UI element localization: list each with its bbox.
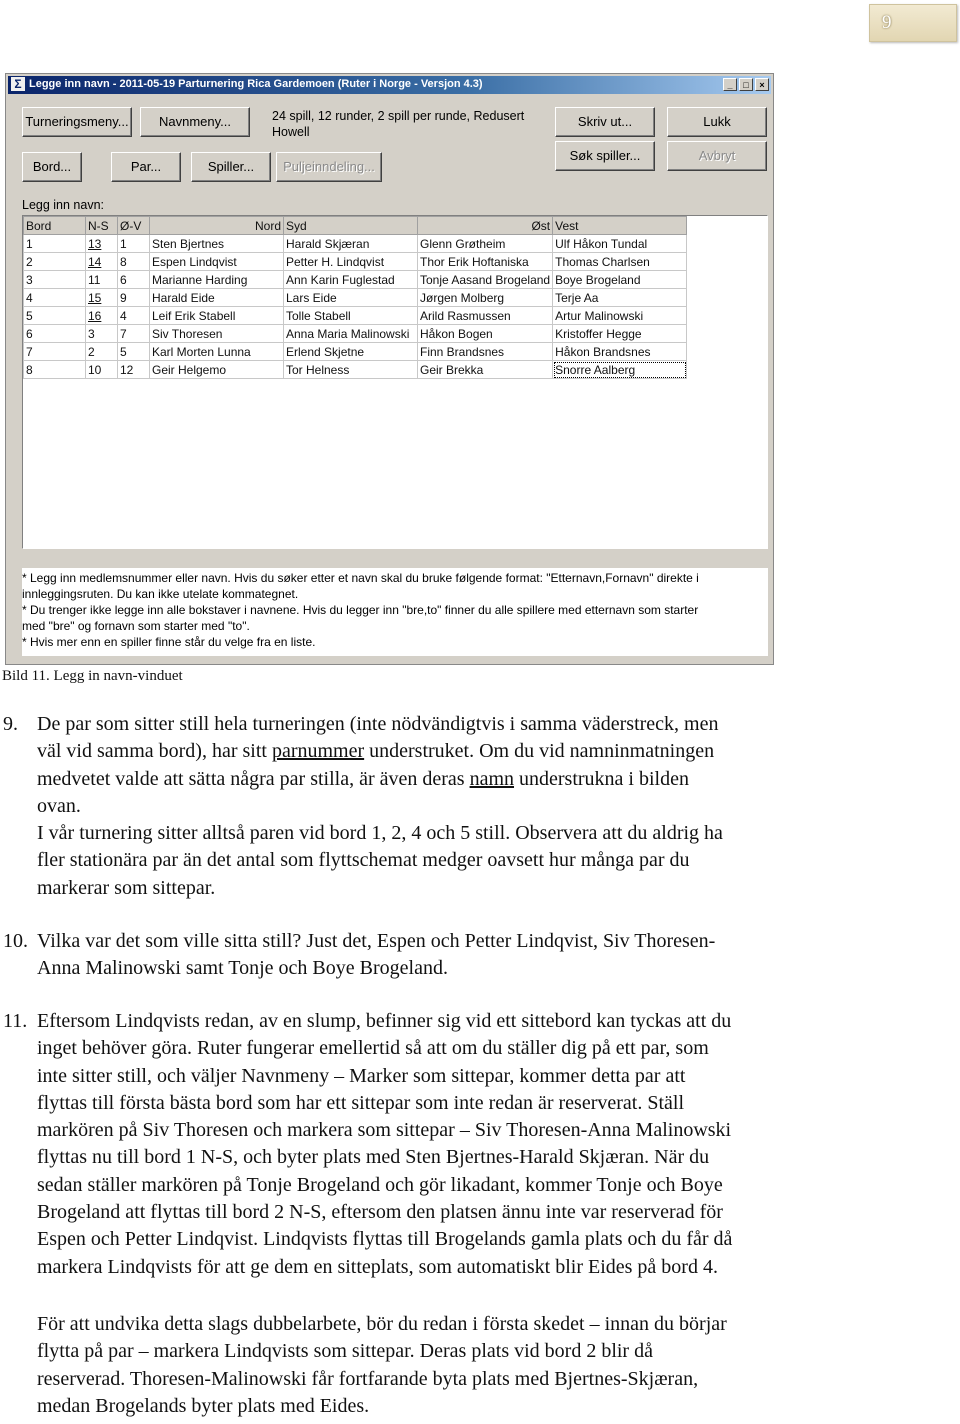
text-line: flytta på par – markera Lindqvists som sittepar. Deras plats vid bord 2 blir då (37, 1340, 653, 1363)
table-row (24, 253, 687, 271)
text-span: medvetet valde att sätta några par stilla, är även deras (37, 767, 470, 790)
hint-box (22, 568, 768, 656)
avbryt-button[interactable]: Avbryt (667, 141, 767, 171)
minimize-icon[interactable]: _ (723, 78, 737, 91)
hint-line: * Hvis mer enn en spiller finne står du velge fra en liste. (22, 635, 316, 649)
cell-nord[interactable]: Marianne Harding (150, 271, 284, 289)
text-span: understrukna i bilden (514, 767, 689, 790)
cell-vest[interactable]: Ulf Håkon Tundal (553, 235, 687, 253)
turneringsmeny-button[interactable]: Turneringsmeny... (22, 107, 132, 137)
cell-syd[interactable]: Harald Skjæran (284, 235, 418, 253)
text-line: markera Lindqvists för att ge dem en sitteplats, som automatiskt blir Eides på bord 4. (37, 1255, 718, 1278)
cell-bord: 3 (24, 271, 86, 289)
grid-label: Legg inn navn: (22, 198, 105, 212)
cell-ov[interactable]: 7 (118, 325, 150, 343)
col-syd: Syd (284, 217, 418, 235)
cell-ns[interactable]: 16 (86, 307, 118, 325)
table-row (24, 307, 687, 325)
text-line (37, 766, 917, 793)
cell-ov[interactable]: 4 (118, 307, 150, 325)
names-table (23, 216, 687, 379)
cell-nord[interactable]: Leif Erik Stabell (150, 307, 284, 325)
cell-bord: 4 (24, 289, 86, 307)
sigma-app-icon: Σ (11, 77, 25, 91)
table-row (24, 343, 687, 361)
cell-ost[interactable]: Arild Rasmussen (418, 307, 553, 325)
hint-line: med "bre" og fornavn som starter med "to". (22, 619, 250, 633)
col-nord: Nord (150, 217, 284, 235)
item-number-9: 9. (3, 713, 18, 735)
underlined-word: namn (469, 767, 515, 790)
cell-vest-selected[interactable]: Snorre Aalberg (553, 361, 687, 379)
text-line: inget behöver göra. Ruter fungerar emellertid så att om du ställer dig på ett par, som (37, 1037, 709, 1060)
table-row (24, 235, 687, 253)
cell-vest[interactable]: Håkon Brandsnes (553, 343, 687, 361)
col-ov: Ø-V (118, 217, 150, 235)
tournament-info (272, 108, 552, 140)
cell-ns[interactable]: 3 (86, 325, 118, 343)
cell-bord: 2 (24, 253, 86, 271)
cell-ov[interactable]: 1 (118, 235, 150, 253)
cell-nord[interactable]: Sten Bjertnes (150, 235, 284, 253)
cell-bord: 1 (24, 235, 86, 253)
cell-bord: 8 (24, 361, 86, 379)
cell-nord[interactable]: Siv Thoresen (150, 325, 284, 343)
underlined-word: parnummer (271, 740, 365, 763)
table-header-row (24, 217, 687, 235)
bord-button[interactable]: Bord... (22, 152, 82, 182)
text-line: Anna Malinowski samt Tonje och Boye Brogeland. (37, 957, 448, 980)
tournament-info-line1: 24 spill, 12 runder, 2 spill per runde, Redusert (272, 109, 525, 123)
cell-nord[interactable]: Karl Morten Lunna (150, 343, 284, 361)
figure-caption: Bild 11. Legg in navn-vinduet (2, 668, 183, 684)
maximize-icon[interactable]: □ (739, 78, 753, 91)
cell-ost[interactable]: Håkon Bogen (418, 325, 553, 343)
text-line: markören på Siv Thoresen och markera som sittepar – Siv Thoresen-Anna Malinowski (37, 1119, 732, 1142)
paragraph-final (37, 1311, 917, 1420)
cell-ov[interactable]: 5 (118, 343, 150, 361)
skriv-ut-button[interactable]: Skriv ut... (555, 107, 655, 137)
cell-ns[interactable]: 15 (86, 289, 118, 307)
cell-ov[interactable]: 8 (118, 253, 150, 271)
cell-syd[interactable]: Erlend Skjetne (284, 343, 418, 361)
cell-nord[interactable]: Harald Eide (150, 289, 284, 307)
text-line: Eftersom Lindqvists redan, av en slump, befinner sig vid ett sittebord kan tyckas att du (37, 1010, 732, 1032)
text-line: inte sitter still, och väljer Navnmeny – Marker som sittepar, kommer detta par att (37, 1064, 686, 1087)
item-number-11: 11. (3, 1010, 28, 1032)
item-number-10: 10. (3, 930, 28, 952)
window-title: Legge inn navn - 2011-05-19 Parturnering Rica Gardemoen (Ruter i Norge - Versjon 4.3) (29, 78, 483, 90)
lukk-button[interactable]: Lukk (667, 107, 767, 137)
cell-syd[interactable]: Tolle Stabell (284, 307, 418, 325)
cell-vest[interactable]: Thomas Charlsen (553, 253, 687, 271)
hint-line: innleggingsruten. Du kan ikke utelate kommategnet. (22, 587, 299, 601)
text-line: För att undvika detta slags dubbelarbete, bör du redan i första skedet – innan du börjar (37, 1313, 727, 1335)
cell-syd[interactable]: Petter H. Lindqvist (284, 253, 418, 271)
text-line: markerar som sittepar. (37, 876, 216, 899)
cell-syd[interactable]: Ann Karin Fuglestad (284, 271, 418, 289)
hint-line: * Legg inn medlemsnummer eller navn. Hvis du søker etter et navn skal du bruke følgende format: "Etternavn,Fornavn" direkte i (22, 571, 699, 585)
close-icon[interactable]: × (755, 78, 769, 91)
page-number: 9 (882, 12, 892, 33)
text-line: reserverad. Thoresen-Malinowski får fortfarande byta plats med Bjertnes-Skjæran, (37, 1367, 699, 1390)
cell-ns[interactable]: 13 (86, 235, 118, 253)
cell-vest[interactable]: Kristoffer Hegge (553, 325, 687, 343)
text-span: väl vid samma bord), har sitt (37, 740, 272, 763)
table-row (24, 289, 687, 307)
cell-ns[interactable]: 2 (86, 343, 118, 361)
cell-ost[interactable]: Thor Erik Hoftaniska (418, 253, 553, 271)
tournament-info-line2: Howell (272, 125, 310, 139)
cell-ost[interactable]: Jørgen Molberg (418, 289, 553, 307)
text-line: medan Brogelands byter plats med Eides. (37, 1394, 370, 1417)
cell-ov[interactable]: 9 (118, 289, 150, 307)
col-ost: Øst (418, 217, 553, 235)
hint-line: * Du trenger ikke legge inn alle bokstaver i navnene. Hvis du legger inn "bre,to" finner du alle spillere med etternavn som starter (22, 603, 699, 617)
table-row (24, 361, 687, 379)
par-button[interactable]: Par... (111, 152, 181, 182)
cell-bord: 6 (24, 325, 86, 343)
cell-ov[interactable]: 6 (118, 271, 150, 289)
cell-ost[interactable]: Geir Brekka (418, 361, 553, 379)
cell-ost[interactable]: Finn Brandsnes (418, 343, 553, 361)
page-number-badge (869, 4, 957, 42)
cell-ns[interactable]: 11 (86, 271, 118, 289)
cell-ns[interactable]: 10 (86, 361, 118, 379)
text-line: fler stationära par än det antal som flyttschemat medger oavsett hur många par du (37, 849, 690, 872)
cell-vest[interactable]: Boye Brogeland (553, 271, 687, 289)
text-line: ovan. (37, 794, 81, 817)
cell-nord[interactable]: Geir Helgemo (150, 361, 284, 379)
text-line: Espen och Petter Lindqvist. Lindqvists flyttas till Brogelands gamla plats och du får då (37, 1228, 733, 1251)
text-line: flyttas nu till bord 1 N-S, och byter plats med Sten Bjertnes-Harald Skjæran. När du (37, 1146, 710, 1169)
text-line: Brogeland att flyttas till bord 2 N-S, eftersom den platsen ännu inte var reserverad för (37, 1201, 723, 1224)
col-vest: Vest (553, 217, 687, 235)
cell-syd[interactable]: Anna Maria Malinowski (284, 325, 418, 343)
cell-bord: 7 (24, 343, 86, 361)
col-ns: N-S (86, 217, 118, 235)
text-line: I vår turnering sitter alltså paren vid bord 1, 2, 4 och 5 still. Observera att du aldrig ha (37, 822, 723, 845)
cell-ov[interactable]: 12 (118, 361, 150, 379)
navnmeny-button[interactable]: Navnmeny... (140, 107, 250, 137)
spiller-button[interactable]: Spiller... (191, 152, 271, 182)
table-row (24, 271, 687, 289)
cell-vest[interactable]: Terje Aa (553, 289, 687, 307)
paragraph-11 (37, 1008, 917, 1281)
cell-vest[interactable]: Artur Malinowski (553, 307, 687, 325)
text-line: sedan ställer markören på Tonje Brogeland och gör likadant, kommer Tonje och Boye (37, 1173, 723, 1196)
text-line: Vilka var det som ville sitta still? Just det, Espen och Petter Lindqvist, Siv Thoresen- (37, 930, 716, 952)
text-line: flyttas till första bästa bord som har ett sittepar som inte redan är reserverat. Ställ (37, 1091, 685, 1114)
cell-ost[interactable]: Tonje Aasand Brogeland (418, 271, 553, 289)
sok-spiller-button[interactable]: Søk spiller... (555, 141, 655, 171)
window-titlebar (8, 76, 771, 94)
cell-ns[interactable]: 14 (86, 253, 118, 271)
cell-bord: 5 (24, 307, 86, 325)
text-line (37, 738, 917, 765)
text-span: understruket. Om du vid namninmatningen (364, 740, 715, 763)
paragraph-10 (37, 928, 917, 983)
cell-syd[interactable]: Tor Helness (284, 361, 418, 379)
legg-inn-navn-window (5, 73, 774, 665)
col-bord: Bord (24, 217, 86, 235)
names-grid[interactable] (22, 215, 768, 549)
cell-ost[interactable]: Glenn Grøtheim (418, 235, 553, 253)
cell-nord[interactable]: Espen Lindqvist (150, 253, 284, 271)
table-row (24, 325, 687, 343)
paragraph-9 (37, 711, 917, 902)
text-line: De par som sitter still hela turneringen (inte nödvändigtvis i samma väderstreck, men (37, 713, 719, 735)
cell-syd[interactable]: Lars Eide (284, 289, 418, 307)
puljeinndeling-button[interactable]: Puljeinndeling... (276, 152, 382, 182)
